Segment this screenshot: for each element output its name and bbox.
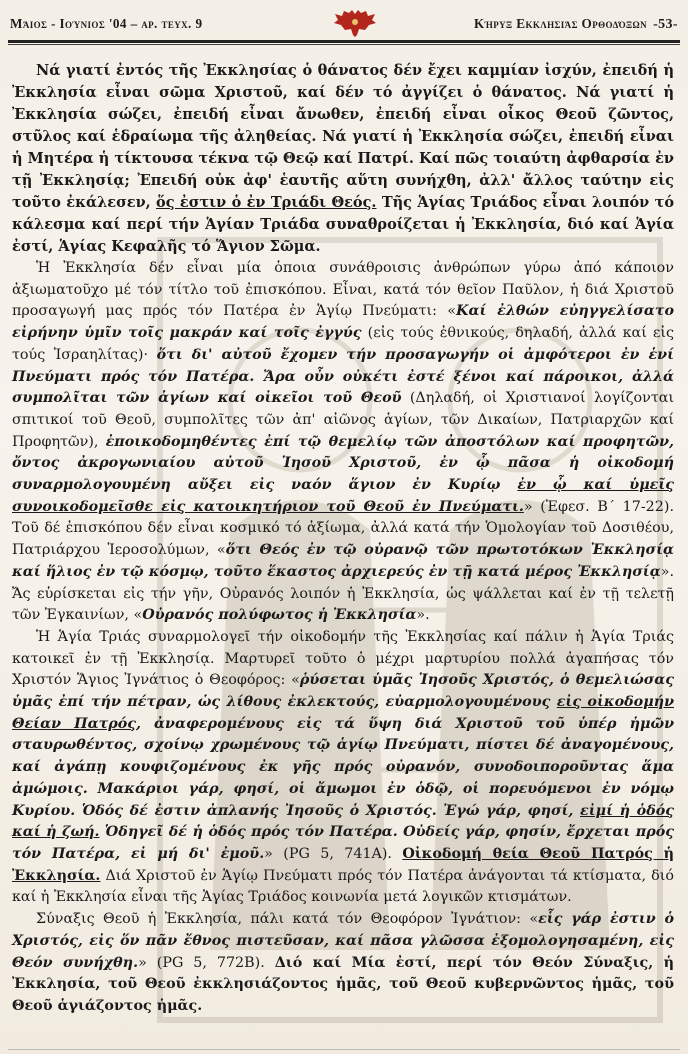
paragraph-4: Σύναξις Θεοῦ ἡ Ἐκκλησία, πάλι κατά τόν Θεοφόρον Ἰγνάτιον: «εἷς γάρ ἐστιν ὁ Χριστός, εἰς ὅν πᾶν ἔθνος πιστεῦσαν, καί πᾶσα γλῶσσα ἐξομολογησαμένη, εἰς Θεόν συνήχθη.» (PG 5, 772B). Διό καί Μία ἐστί, περί τόν Θεόν Σύναξις, ἡ Ἐκκλησία, τοῦ Θεοῦ ἐκκλησιάζοντος ἡμᾶς, τοῦ Θεοῦ κυβερνῶντος ἡμᾶς, τοῦ Θεοῦ ἁγιάζοντος ἡμᾶς. <box>12 911 674 1014</box>
ignatius-quote: εἷς γάρ ἐστιν ὁ Χριστός, εἰς ὅν πᾶν ἔθνος πιστεῦσαν, καί πᾶσα γλῶσσα ἐξομολογησαμένη, εἰς Θεόν συνήχθη. <box>12 911 674 971</box>
ignatius-quote: ῥύσεται ὑμᾶς Ἰησοῦς Χριστός, ὁ θεμελιώσας ὑμᾶς ἐπί τήν πέτραν, ὡς λίθους ἐκλεκτούς, εὐαρμολογουμένους <box>12 672 674 711</box>
article-body <box>12 60 674 1018</box>
scripture-quote: ὅτι δι' αὐτοῦ ἔχομεν τήν προσαγωγήν οἱ ἀμφότεροι ἐν ἑνί Πνεύματι πρός τόν Πατέρα. Ἄρα οὖν οὐκέτι ἐστέ ξένοι καί πάροικοι, ἀλλά συμπολῖται τῶν ἁγίων καί οἰκεῖοι τοῦ Θεοῦ <box>12 346 675 407</box>
underlined-quote: ἐν ᾧ καί ὑμεῖς συνοικοδομεῖσθε εἰς κατοικητήριον τοῦ Θεοῦ ἐν Πνεύματι. <box>12 477 674 515</box>
ignatius-quote: Ὁδηγεῖ δέ ἡ ὁδός πρός τόν Πατέρα. Οὐδείς γάρ, φησίν, ἔρχεται πρός τόν Πατέρα, εἰ μή δι' ἐμοῦ. <box>12 824 674 862</box>
paragraph-3: Ἡ Ἁγία Τριάς συναρμολογεῖ τήν οἰκοδομήν τῆς Ἐκκλησίας καί πάλιν ἡ Ἁγία Τριάς κατοικεῖ ἐν τῇ Ἐκκλησίᾳ. Μαρτυρεῖ τοῦτο ὁ μέχρι μαρτυρίου πολλά ἀγαπήσας τόν Χριστόν Ἅγιος Ἰγνάτιος ὁ Θεοφόρος: «ῥύσεται ὑμᾶς Ἰησοῦς Χριστός, ὁ θεμελιώσας ὑμᾶς ἐπί τήν πέτραν, ὡς λίθους ἐκλεκτούς, εὐαρμολογουμένους εἰς οἰκοδομήν Θείαν Πατρός, ἀναφερομένους εἰς τά ὕψη διά Χριστοῦ τοῦ ὑπέρ ἡμῶν σταυρωθέντος, σχοίνῳ χρωμένους τῷ ἁγίῳ Πνεύματι, πίστει δέ ἀναγομένους, καί ἀγάπῃ κουφιζομένους ἐκ γῆς πρός οὐρανόν, συνοδοιποροῦντας ἅμα ἀμώμοις. Μακάριοι γάρ, φησί, οἱ ἄμωμοι ἐν ὁδῷ, οἱ πορευόμενοι ἐν νόμῳ Κυρίου. Ὁδός δέ ἐστιν ἀπλανής Ἰησοῦς ὁ Χριστός. Ἐγώ γάρ, φησί, εἰμί ἡ ὁδός καί ἡ ζωή. Ὁδηγεῖ δέ ἡ ὁδός πρός τόν Πατέρα. Οὐδείς γάρ, φησίν, ἔρχεται πρός τόν Πατέρα, εἰ μή δι' ἐμοῦ.» (PG 5, 741A). Οἰκοδομή θεία Θεοῦ Πατρός ἡ Ἐκκλησία. Διά Χριστοῦ ἐν Ἁγίῳ Πνεύματι πρός τόν Πατέρα ἀνάγονται τά κτίσματα, διό καί ἡ Ἐκκλησία εἶναι τῆς Ἁγίας Τριάδος κοινωνία μετά λογικῶν κτισμάτων. <box>12 628 674 906</box>
header-rule-thin <box>8 44 680 45</box>
journal-title <box>348 16 678 33</box>
journal-name: Κήρυξ Εκκλησιάς Ορθοδόξων <box>474 15 648 31</box>
confession-quote: ὅτι Θεός ἐν τῷ οὐρανῷ τῶν πρωτοτόκων Ἐκκλησίᾳ καί ἥλιος ἐν τῷ κόσμῳ, τοῦτο ἕκαστος ἀρχιερεύς ἐν τῇ κατά μέρος Ἐκκλησίᾳ <box>12 542 674 580</box>
header-rule <box>8 40 680 43</box>
ignatius-quote: , ἀναφερομένους εἰς τά ὕψη διά Χριστοῦ τοῦ ὑπέρ ἡμῶν σταυρωθέντος, σχοίνῳ χρωμένους τῷ ἁγίῳ Πνεύματι, πίστει δέ ἀναγομένους, καί ἀγάπῃ κουφιζομένους ἐκ γῆς πρός οὐρανόν, συνοδοιποροῦντας ἅμα ἀμώμοις. Μακάριοι γάρ, φησί, οἱ ἄμωμοι ἐν ὁδῷ, οἱ πορευόμενοι ἐν νόμῳ Κυρίου. Ὁδός δέ ἐστιν ἀπλανής Ἰησοῦς ὁ Χριστός. Ἐγώ γάρ, φησί, <box>12 715 674 819</box>
conclusion-statement: Διό καί Μία ἐστί, περί τόν Θεόν Σύναξις, ἡ Ἐκκλησία, τοῦ Θεοῦ ἐκκλησιάζοντος ἡμᾶς, τοῦ Θεοῦ κυβερνῶντος ἡμᾶς, τοῦ Θεοῦ ἁγιάζοντος ἡμᾶς. <box>12 954 674 1014</box>
issue-info: Μάιος - Ιούνιος '04 – αρ. τευχ. 9 <box>10 16 203 31</box>
footer-rule <box>8 1049 680 1050</box>
scripture-quote: ἐποικοδομηθέντες ἐπί τῷ θεμελίῳ τῶν ἀποστόλων καί προφητῶν, ὄντος ἀκρογωνιαίου αὐτοῦ Ἰησοῦ Χριστοῦ, ἐν ᾧ πᾶσα ἡ οἰκοδομή συναρμολογουμένη αὔξει εἰς ναόν ἅγιον ἐν Κυρίῳ <box>12 433 674 494</box>
underlined-statement: Οἰκοδομή θεία Θεοῦ Πατρός ἡ Ἐκκλησία. <box>12 845 674 884</box>
scripture-quote: Καί ἐλθών εὐηγγελίσατο εἰρήνην ὑμῖν τοῖς μακράν καί τοῖς ἐγγύς <box>12 303 674 342</box>
double-headed-eagle-icon <box>332 8 378 38</box>
hymn-quote: Οὐρανός πολύφωτος ἡ Ἐκκλησία <box>142 607 417 624</box>
underlined-quote: εἰμί ἡ ὁδός καί ἡ ζωή. <box>12 802 674 841</box>
page-header <box>10 12 678 36</box>
page-number: -53- <box>653 16 678 32</box>
paragraph-2: Ἡ Ἐκκλησία δέν εἶναι μία ὁποια συνάθροισις ἀνθρώπων γύρω ἀπό κάποιον ἀξιωματοῦχο μέ τόν τίτλο τοῦ ἐπισκόπου. Εἶναι, κατά τόν θεῖον Παῦλον, ἡ διά Χριστοῦ προσαγωγή μας πρός τόν Πατέρα ἐν Ἁγίῳ Πνεύματι: «Καί ἐλθών εὐηγγελίσατο εἰρήνην ὑμῖν τοῖς μακράν καί τοῖς ἐγγύς (εἰς τούς ἐθνικούς, δηλαδή, ἀλλά καί εἰς τούς Ἰσραηλίτας)· ὅτι δι' αὐτοῦ ἔχομεν τήν προσαγωγήν οἱ ἀμφότεροι ἐν ἑνί Πνεύματι πρός τόν Πατέρα. Ἄρα οὖν οὐκέτι ἐστέ ξένοι καί πάροικοι, ἀλλά συμπολῖται τῶν ἁγίων καί οἰκεῖοι τοῦ Θεοῦ (Δηλαδή, οἱ Χριστιανοί λογίζονται σπιτικοί τοῦ Θεοῦ, συμπολῖτες τῶν ἀπ' αἰῶνος ἁγίων, τῶν Δικαίων, Πατριαρχῶν καί Προφητῶν), ἐποικοδομηθέντες ἐπί τῷ θεμελίῳ τῶν ἀποστόλων καί προφητῶν, ὄντος ἀκρογωνιαίου αὐτοῦ Ἰησοῦ Χριστοῦ, ἐν ᾧ πᾶσα ἡ οἰκοδομή συναρμολογουμένη αὔξει εἰς ναόν ἅγιον ἐν Κυρίῳ ἐν ᾧ καί ὑμεῖς συνοικοδομεῖσθε εἰς κατοικητήριον τοῦ Θεοῦ ἐν Πνεύματι.» (Ἐφεσ. Β΄ 17-22). Τοῦ δέ ἐπισκόπου δέν εἶναι κοσμικό τό ἀξίωμα, ἀλλά κατά τήν Ὁμολογίαν τοῦ Δοσιθέου, Πατριάρχου Ἱεροσολύμων, «ὅτι Θεός ἐν τῷ οὐρανῷ τῶν πρωτοτόκων Ἐκκλησίᾳ καί ἥλιος ἐν τῷ κόσμῳ, τοῦτο ἕκαστος ἀρχιερεύς ἐν τῇ κατά μέρος Ἐκκλησίᾳ». Ἄς εὑρίσκεται εἰς τήν γῆν, Οὐρανός λοιπόν ἡ Ἐκκλησία, ὡς ψάλλεται καί ἐν τῇ τελετῇ τῶν Ἐγκαινίων, «Οὐρανός πολύφωτος ἡ Ἐκκλησία». <box>12 260 675 624</box>
paragraph-1: Νά γιατί ἐντός τῆς Ἐκκλησίας ὁ θάνατος δέν ἔχει καμμίαν ἰσχύν, ἐπειδή ἡ Ἐκκλησία εἶναι σῶμα Χριστοῦ, καί δέν τό ἀγγίζει ὁ θάνατος. Νά γιατί ἡ Ἐκκλησία σώζει, ἐπειδή εἶναι ἄνωθεν, ἐπειδή εἶναι οἶκος Θεοῦ ζῶντος, στῦλος καί ἑδραίωμα τῆς ἀληθείας. Νά γιατί ἡ Ἐκκλησία σώζει, ἐπειδή εἶναι ἡ Μητέρα ἡ τίκτουσα τέκνα τῷ Θεῷ καί Πατρί. Καί πῶς τοιαύτη ἀφθαρσία ἐν τῇ Ἐκκλησίᾳ; Ἐπειδή οὐκ ἀφ' ἑαυτῆς αὕτη συνήχθη, ἀλλ' ἄλλος ταύτην εἰς τοῦτο ἐκάλεσεν, ὅς ἐστιν ὁ ἐν Τριάδι Θεός. Τῆς Ἁγίας Τριάδος εἶναι λοιπόν τό κάλεσμα καί περί τήν Ἁγίαν Τριάδα συναθροίζεται ἡ Ἐκκλησία, διό καί Ἁγία ἐστί, Ἁγίας Κεφαλῆς τό Ἅγιον Σῶμα. <box>12 62 675 255</box>
underlined-quote: εἰς οἰκοδομήν Θείαν Πατρός <box>12 694 674 732</box>
underlined-phrase: ὅς ἐστιν ὁ ἐν Τριάδι Θεός. <box>156 194 377 211</box>
